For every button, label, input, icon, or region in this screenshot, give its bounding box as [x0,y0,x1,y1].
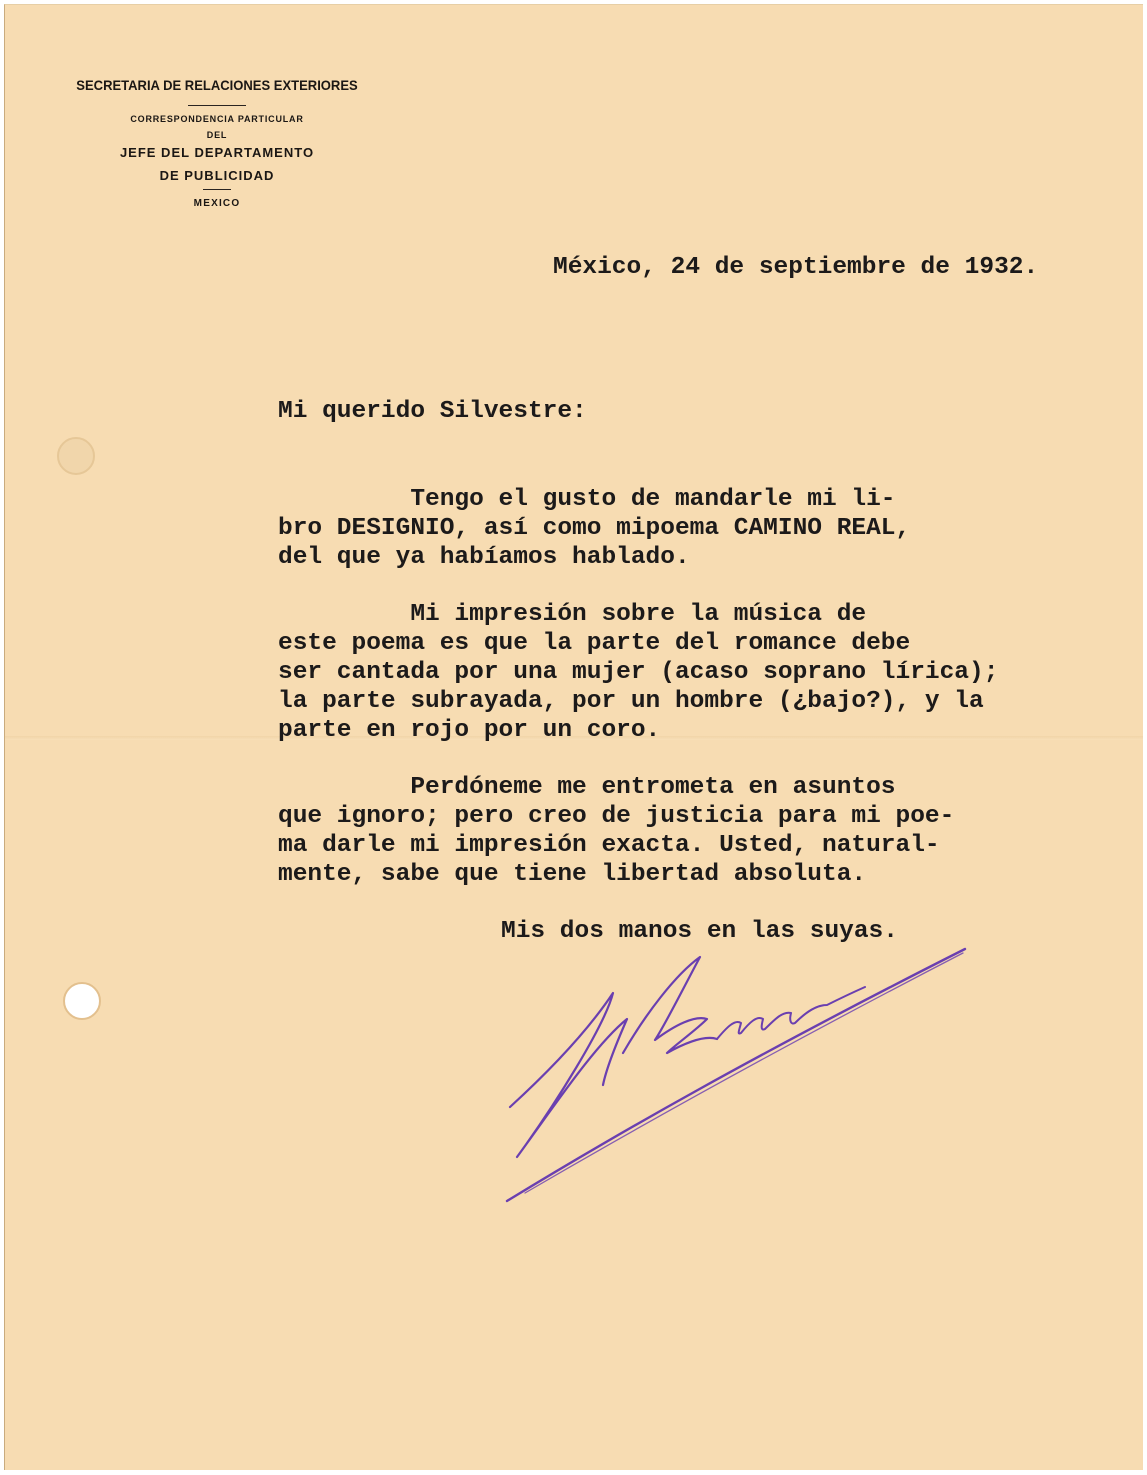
letterhead-rule-small [203,189,231,190]
letter-date: México, 24 de septiembre de 1932. [553,254,1039,281]
letterhead-line-2: DEL [206,130,228,140]
letter-page [4,4,1143,1470]
letterhead-rule [188,105,246,106]
letter-closing: Mis dos manos en las suyas. [501,918,898,945]
letter-paragraph-2: Mi impresión sobre la música de este poema es que la parte del romance debe ser cantada por una mujer (acaso soprano lírica); la parte subrayada, por un hombre (¿bajo?), y la parte en rojo por un coro. [278,601,999,744]
punch-hole-lower [63,982,101,1020]
punch-hole-upper [57,437,95,475]
letterhead-city: MEXICO [193,198,241,209]
letter-paragraph-1: Tengo el gusto de mandarle mi li- bro DESIGNIO, así como mipoema CAMINO REAL, del que ya habíamos hablado. [278,486,911,571]
letterhead-line-3: JEFE DEL DEPARTAMENTO [119,145,315,160]
letter-paragraph-3: Perdóneme me entrometa en asuntos que ignoro; pero creo de justicia para mi poe- ma darle mi impresión exacta. Usted, natural- mente, sabe que tiene libertad absoluta. [278,774,955,888]
letter-salutation: Mi querido Silvestre: [278,398,587,425]
letterhead-line-4: DE PUBLICIDAD [159,168,275,183]
letterhead-line-1: CORRESPONDENCIA PARTICULAR [130,114,304,124]
handwritten-signature [495,935,985,1215]
letterhead-ministry: SECRETARIA DE RELACIONES EXTERIORES [76,77,358,93]
letterhead [57,77,377,209]
